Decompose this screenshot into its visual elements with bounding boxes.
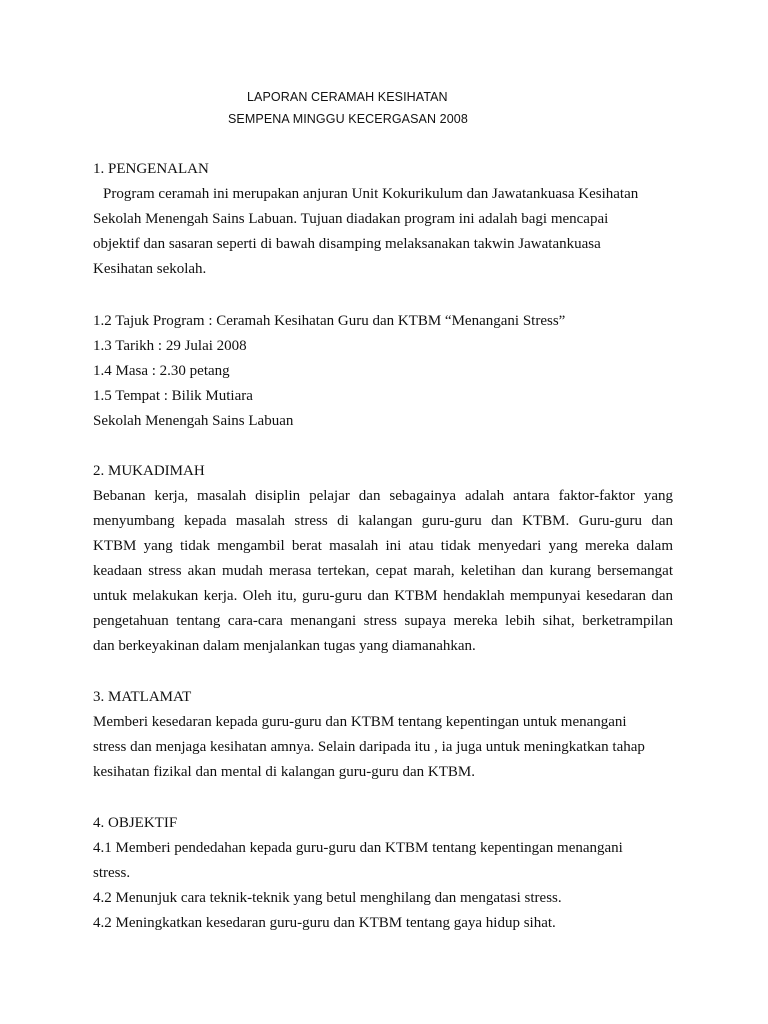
- detail-line-tarikh: 1.3 Tarikh : 29 Julai 2008: [93, 338, 247, 354]
- document-title: LAPORAN CERAMAH KESIHATAN: [247, 90, 448, 104]
- detail-line-lokasi: Sekolah Menengah Sains Labuan: [93, 413, 294, 429]
- list-item: stress.: [93, 865, 131, 881]
- paragraph-line: KTBM yang tidak mengambil berat masalah ini atau tidak menyedari yang mereka dalam: [93, 538, 673, 554]
- list-item: 4.1 Memberi pendedahan kepada guru-guru dan KTBM tentang kepentingan menangani: [93, 840, 623, 856]
- paragraph-line: untuk melakukan kerja. Oleh itu, guru-guru dan KTBM hendaklah mempunyai kesedaran dan: [93, 588, 673, 604]
- paragraph-line: Sekolah Menengah Sains Labuan. Tujuan diadakan program ini adalah bagi mencapai: [93, 211, 609, 227]
- paragraph-line: menyumbang kepada masalah stress di kalangan guru-guru dan KTBM. Guru-guru dan: [93, 513, 673, 529]
- list-item: 4.2 Meningkatkan kesedaran guru-guru dan KTBM tentang gaya hidup sihat.: [93, 915, 556, 931]
- list-item: 4.2 Menunjuk cara teknik-teknik yang betul menghilang dan mengatasi stress.: [93, 890, 562, 906]
- section-heading-mukadimah: 2. MUKADIMAH: [93, 463, 205, 479]
- section-heading-objektif: 4. OBJEKTIF: [93, 815, 178, 831]
- detail-line-tempat: 1.5 Tempat : Bilik Mutiara: [93, 388, 253, 404]
- paragraph-line: Kesihatan sekolah.: [93, 261, 207, 277]
- section-heading-pengenalan: 1. PENGENALAN: [93, 161, 209, 177]
- paragraph-line: stress dan menjaga kesihatan amnya. Selain daripada itu , ia juga untuk meningkatkan tahap: [93, 739, 645, 755]
- paragraph-line: pengetahuan tentang cara-cara menangani stress supaya mereka lebih sihat, berketrampilan: [93, 613, 673, 629]
- paragraph-line: Memberi kesedaran kepada guru-guru dan KTBM tentang kepentingan untuk menangani: [93, 714, 627, 730]
- paragraph-line: objektif dan sasaran seperti di bawah disamping melaksanakan takwin Jawatankuasa: [93, 236, 601, 252]
- paragraph-line: dan berkeyakinan dalam menjalankan tugas yang diamanahkan.: [93, 638, 476, 654]
- detail-line-tajuk: 1.2 Tajuk Program : Ceramah Kesihatan Guru dan KTBM “Menangani Stress”: [93, 313, 566, 329]
- detail-line-masa: 1.4 Masa : 2.30 petang: [93, 363, 230, 379]
- section-heading-matlamat: 3. MATLAMAT: [93, 689, 192, 705]
- paragraph-line: Bebanan kerja, masalah disiplin pelajar dan sebagainya adalah antara faktor-faktor yang: [93, 488, 673, 504]
- paragraph-line: kesihatan fizikal dan mental di kalangan guru-guru dan KTBM.: [93, 764, 475, 780]
- paragraph-line: keadaan stress akan mudah merasa tertekan, cepat marah, keletihan dan kurang bersemangat: [93, 563, 673, 579]
- paragraph-line: Program ceramah ini merupakan anjuran Unit Kokurikulum dan Jawatankuasa Kesihatan: [103, 186, 639, 202]
- document-subtitle: SEMPENA MINGGU KECERGASAN 2008: [228, 112, 468, 126]
